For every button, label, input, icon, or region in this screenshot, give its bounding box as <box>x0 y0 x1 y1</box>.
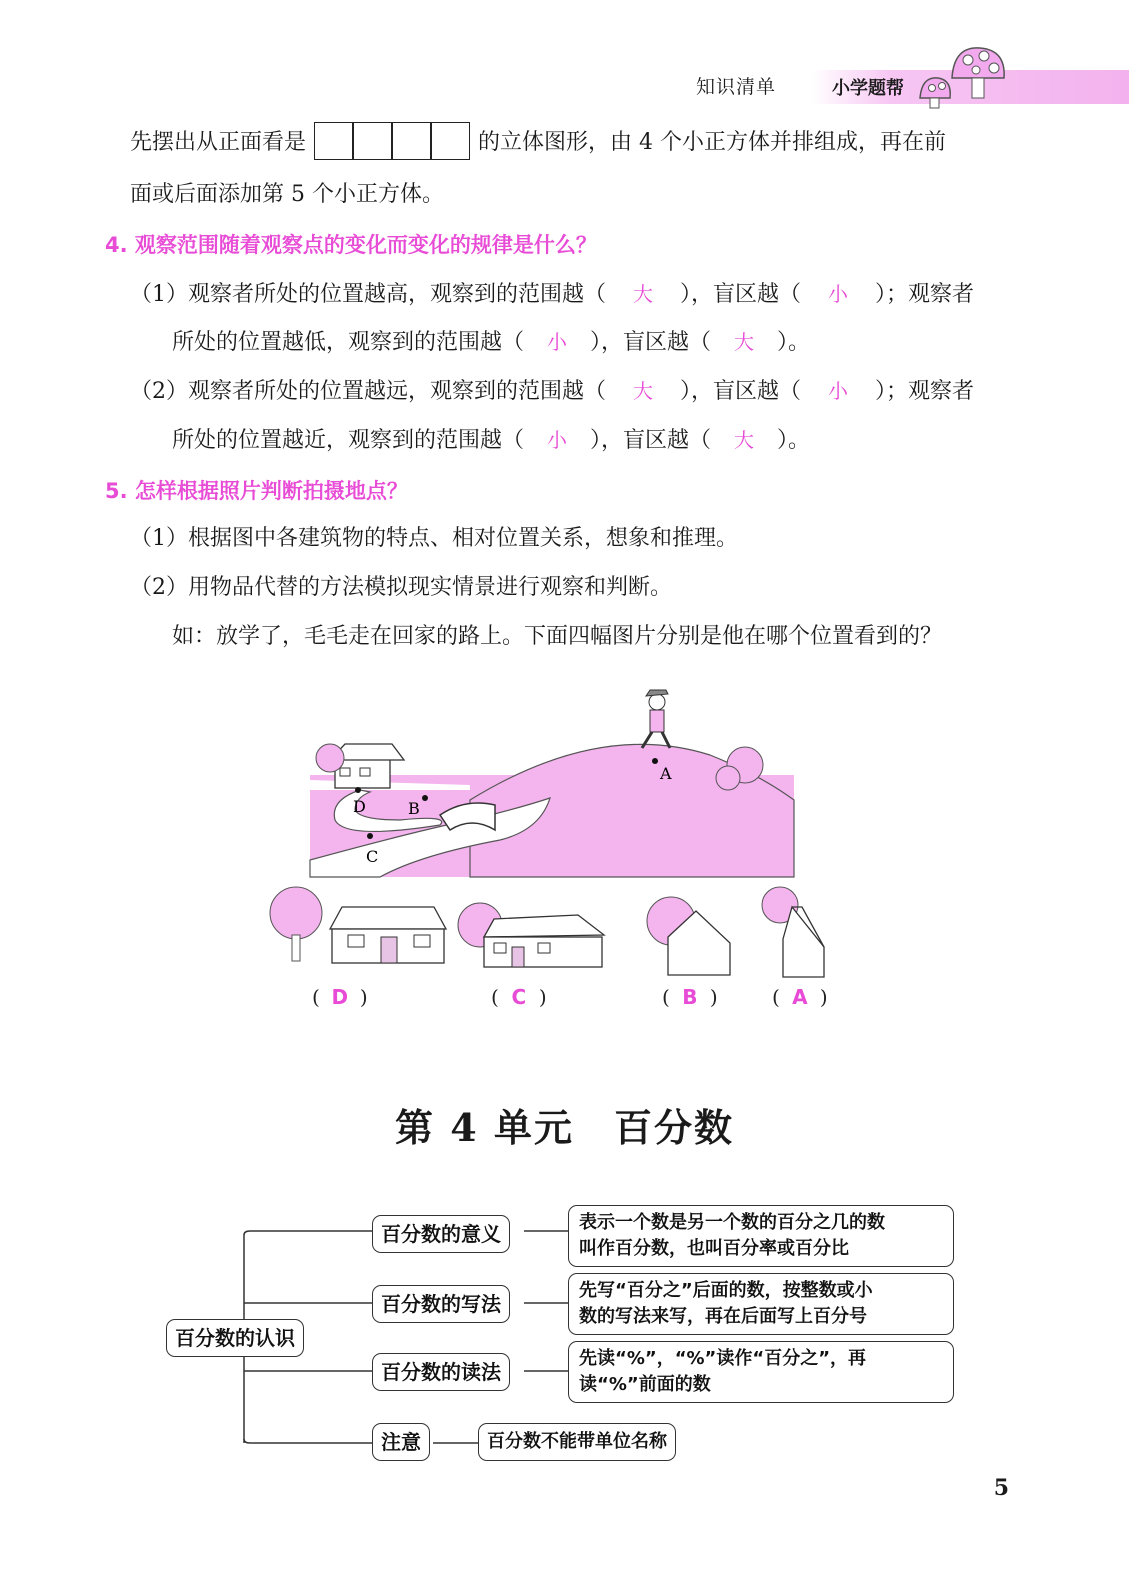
q5-line-1: （1）根据图中各建筑物的特点、相对位置关系，想象和推理。 <box>130 526 738 551</box>
landscape-scene <box>300 680 810 885</box>
question-5-title: 5. 怎样根据照片判断拍摄地点？ <box>105 479 408 503</box>
answer-blank: 大 <box>633 379 653 403</box>
answer-blank: 小 <box>828 282 849 306</box>
answer-blank: 小 <box>828 379 849 403</box>
answer-blank: 小 <box>547 428 568 452</box>
q4-item1-line2: 所处的位置越低，观察到的范围越（ 小 ），盲区越（ 大 ）。 <box>172 327 810 358</box>
picture-answer-4: ( A ) <box>772 985 828 1009</box>
answer-blank: 大 <box>734 428 755 452</box>
q5-line-2: （2）用物品代替的方法模拟现实情景进行观察和判断。 <box>130 575 672 600</box>
answer-blank: 大 <box>633 282 653 306</box>
unit-title: 第 4 单元 百分数 <box>395 1105 734 1150</box>
mushroom-icon <box>912 40 1012 112</box>
mindmap-desc-writing: 先写“百分之”后面的数，按整数或小 数的写法来写，再在后面写上百分号 <box>568 1273 954 1335</box>
question-4-title: 4. 观察范围随着观察点的变化而变化的规律是什么？ <box>105 233 597 257</box>
answer-blank: 大 <box>734 330 755 354</box>
header-brand: 小学题帮 <box>832 78 904 99</box>
picture-answer-2: ( C ) <box>491 985 547 1009</box>
intro-text-a: 先摆出从正面看是 <box>130 130 307 155</box>
mindmap-root: 百分数的认识 <box>166 1319 304 1357</box>
point-label: D <box>353 797 366 816</box>
mindmap-branch-writing: 百分数的写法 <box>372 1285 510 1323</box>
mindmap-desc-reading: 先读“%”，“%”读作“百分之”，再 读“%”前面的数 <box>568 1341 954 1403</box>
header-section-title: 知识清单 <box>696 76 777 98</box>
answer-blank: 小 <box>547 330 568 354</box>
q4-item2-line1: （2）观察者所处的位置越远，观察到的范围越（ 大 ），盲区越（ 小 ）；观察者 <box>130 376 974 407</box>
four-cube-front-view <box>314 122 470 160</box>
page-number: 5 <box>993 1475 1009 1501</box>
point-label: B <box>408 799 420 818</box>
point-label: A <box>660 764 672 783</box>
mindmap-branch-note: 注意 <box>372 1423 430 1461</box>
intro-line-2: 面或后面添加第 5 个小正方体。 <box>130 182 444 207</box>
q4-item2-line2: 所处的位置越近，观察到的范围越（ 小 ），盲区越（ 大 ）。 <box>172 425 810 456</box>
four-house-pictures <box>258 885 858 980</box>
q4-item1-line1: （1）观察者所处的位置越高，观察到的范围越（ 大 ），盲区越（ 小 ）；观察者 <box>130 279 974 310</box>
mindmap-desc-note: 百分数不能带单位名称 <box>478 1423 676 1461</box>
q5-line-3: 如：放学了，毛毛走在回家的路上。下面四幅图片分别是他在哪个位置看到的？ <box>172 624 943 649</box>
mindmap-branch-reading: 百分数的读法 <box>372 1353 510 1391</box>
intro-text-b: 的立体图形，由 4 个小正方体并排组成，再在前 <box>478 130 947 155</box>
mindmap-branch-meaning: 百分数的意义 <box>372 1215 510 1253</box>
point-label: C <box>366 847 379 866</box>
intro-line-1 <box>130 124 946 162</box>
picture-answer-3: ( B ) <box>662 985 718 1009</box>
mindmap-desc-meaning: 表示一个数是另一个数的百分之几的数 叫作百分数，也叫百分率或百分比 <box>568 1205 954 1267</box>
picture-answer-1: ( D ) <box>312 985 368 1009</box>
